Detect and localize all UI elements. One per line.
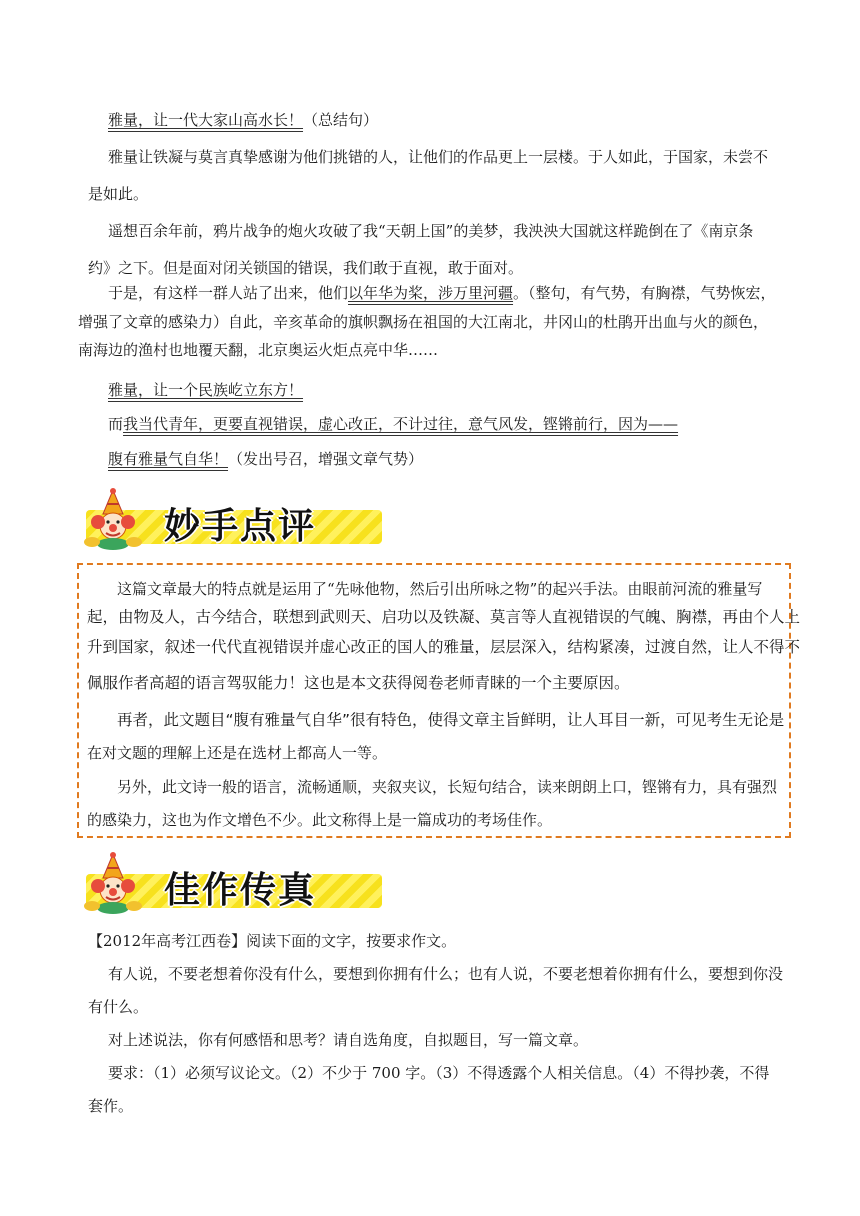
review-line: 起，由物及人，古今结合，联想到武则天、启功以及铁凝、莫言等人直视错误的气魄、胸襟，再由个人上 — [87, 608, 801, 626]
text-run: 于是，有这样一群人站了出来，他们 — [108, 284, 349, 302]
prompt-line: 【2012年高考江西卷】阅读下面的文字，按要求作文。 — [88, 932, 457, 950]
prompt-line: 对上述说法，你有何感悟和思考？请自选角度，自拟题目，写一篇文章。 — [108, 1031, 589, 1049]
essay-line: 约》之下。但是面对闭关锁国的错误，我们敢于直视，敢于面对。 — [88, 259, 524, 277]
essay-line — [108, 414, 678, 434]
review-line: 在对文题的理解上还是在选材上都高人一等。 — [87, 744, 388, 762]
review-line: 另外，此文诗一般的语言，流畅通顺，夹叙夹议，长短句结合，读来朗朗上口，铿锵有力，具有强烈 — [117, 778, 778, 796]
underlined-sentence: 雅量，让一个民族屹立东方！ — [108, 381, 304, 399]
essay-line: 雅量让铁凝与莫言真挚感谢为他们挑错的人，让他们的作品更上一层楼。于人如此，于国家，未尝不 — [108, 148, 769, 166]
prompt-line: 有什么。 — [88, 998, 149, 1016]
essay-line — [108, 380, 303, 400]
underlined-phrase: 以年华为桨，涉万里河疆 — [348, 284, 514, 302]
clown-icon — [78, 852, 148, 916]
banner-title: 佳作传真 — [164, 870, 317, 911]
underlined-sentence: 我当代青年，更要直视错误，虚心改正，不计过往，意气风发，铿锵前行，因为—— — [123, 415, 679, 433]
review-line: 的感染力，这也为作文增色不少。此文称得上是一篇成功的考场佳作。 — [87, 811, 553, 829]
essay-line: 南海边的渔村也地覆天翻，北京奥运火炬点亮中华…… — [78, 341, 439, 359]
essay-line: 增强了文章的感染力）自此，辛亥革命的旗帜飘扬在祖国的大江南北，井冈山的杜鹃开出血与火的颜色， — [78, 313, 769, 331]
underlined-sentence: 腹有雅量气自华！ — [108, 450, 229, 468]
underlined-sentence: 雅量，让一代大家山高水长！ — [108, 111, 304, 129]
essay-line — [108, 283, 776, 303]
review-box — [77, 563, 801, 838]
review-line: 升到国家，叙述一代代直视错误并虚心改正的国人的雅量，层层深入，结构紧凑，过渡自然，让人不得不 — [87, 638, 801, 656]
section-banner-sample — [78, 852, 384, 916]
essay-line — [108, 449, 423, 469]
review-line: 再者，此文题目“腹有雅量气自华”很有特色，使得文章主旨鲜明，让人耳目一新，可见考生无论是 — [117, 711, 785, 729]
prompt-line: 套作。 — [88, 1097, 134, 1115]
review-line: 这篇文章最大的特点就是运用了“先咏他物，然后引出所咏之物”的起兴手法。由眼前河流的雅量写 — [117, 580, 763, 598]
banner-title: 妙手点评 — [164, 506, 317, 547]
text-run: 而 — [108, 415, 124, 433]
prompt-line: 有人说，不要老想着你没有什么，要想到你拥有什么；也有人说，不要老想着你拥有什么，要想到你没 — [108, 965, 784, 983]
review-line: 佩服作者高超的语言驾驭能力！这也是本文获得阅卷老师青睐的一个主要原因。 — [87, 674, 630, 692]
annotation: （发出号召，增强文章气势） — [228, 450, 424, 468]
clown-icon — [78, 488, 148, 552]
annotation: （总结句） — [303, 111, 379, 129]
text-run: 。（整句，有气势，有胸襟，气势恢宏， — [513, 284, 776, 302]
essay-line — [108, 110, 378, 130]
prompt-line: 要求：（1）必须写议论文。（2）不少于 700 字。（3）不得透露个人相关信息。（4）不得抄袭，不得 — [108, 1064, 770, 1082]
essay-line: 遥想百余年前，鸦片战争的炮火攻破了我“天朝上国”的美梦，我泱泱大国就这样跪倒在了《南京条 — [108, 222, 754, 240]
essay-line: 是如此。 — [88, 185, 149, 203]
section-banner-review — [78, 488, 384, 552]
